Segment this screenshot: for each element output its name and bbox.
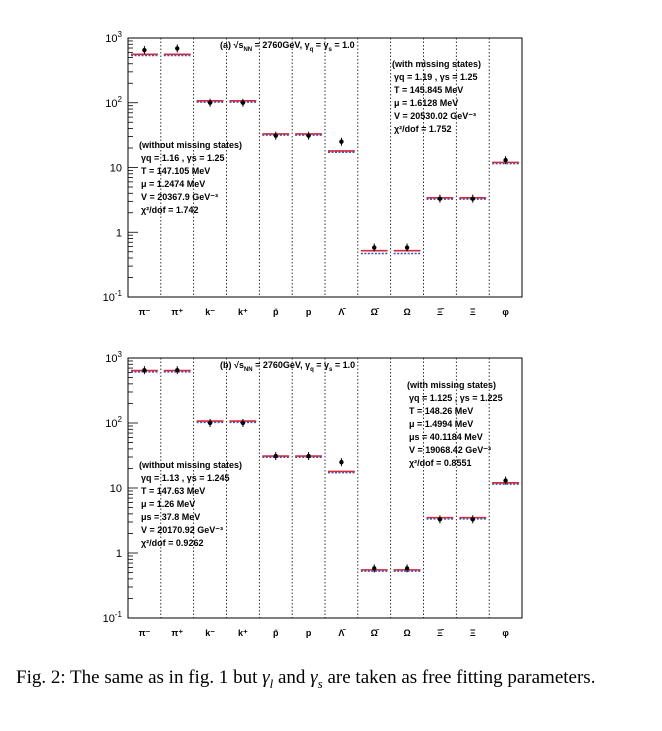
data-point [241,101,245,105]
data-point [503,478,507,482]
box-without-missing-states-line: V = 20170.92 GeV⁻³ [141,525,224,535]
x-tick-label: p̄ [273,628,279,638]
panel-a [103,30,522,317]
x-tick-label: k⁺ [238,307,248,317]
box-with-missing-states-line: V = 20530.02 GeV⁻³ [394,111,477,121]
data-point [471,517,475,521]
data-point [274,133,278,137]
y-tick-label: $10^{-1}$ [102,289,122,304]
x-tick-label: Ξ [469,628,476,638]
box-without-missing-states-heading: (without missing states) [139,460,243,470]
box-without-missing-states-line: γq = 1.13 , γs = 1.245 [141,473,230,483]
x-tick-label: Ξ [469,307,476,317]
box-without-missing-states-line: χ²/dof = 1.742 [141,205,199,215]
x-tick-label: Λ̄ [338,307,345,317]
data-point [438,517,442,521]
y-tick-label: 1 [115,227,122,240]
y-tick-label: $10^2$ [105,415,122,430]
panel-title: (a) $√s_{NN} = 2760GeV$, $\gamma_q = \gamma_s = 1.0$ [220,40,355,53]
x-tick-label: Ω [403,307,411,317]
data-point [208,421,212,425]
x-tick-label: Ω̄ [370,307,378,317]
x-tick-label: π⁺ [171,307,184,317]
x-tick-label: p [305,628,312,638]
box-without-missing-states-line: γq = 1.16 , γs = 1.25 [141,153,225,163]
box-with-missing-states [392,59,481,134]
y-tick-label: $10^3$ [105,30,122,45]
box-with-missing-states-line: γq = 1.19 , γs = 1.25 [394,72,478,82]
box-with-missing-states-heading: (with missing states) [392,59,482,69]
caption-gamma-s-sub: s [317,675,323,691]
box-with-missing-states-line: T = 148.26 MeV [409,406,474,416]
data-point [142,48,146,52]
x-tick-label: k⁻ [205,307,215,317]
x-tick-label: k⁻ [205,628,215,638]
data-point [175,46,179,50]
data-point [438,196,442,200]
box-with-missing-states-line: V = 19068.42 GeV⁻³ [409,445,492,455]
x-tick-label: Ξ̄ [437,628,443,638]
box-with-missing-states-line: μ = 1.6128 MeV [394,98,459,108]
caption-gamma-l-sub: l [269,675,274,691]
y-tick-label: 1 [115,548,122,560]
data-point [405,566,409,570]
x-tick-label: π⁻ [138,628,151,638]
data-point [339,460,343,464]
caption-gamma-l: γ [262,667,270,688]
box-without-missing-states-line: μs = 37.8 MeV [141,512,201,522]
x-tick-label: p̄ [273,307,279,317]
box-with-missing-states-line: μs = 40.1184 MeV [409,432,483,442]
caption-gamma-s: γ [310,667,318,688]
box-without-missing-states-line: μ = 1.26 MeV [141,499,196,509]
y-tick-label: $10^{-1}$ [102,610,122,625]
data-point [339,140,343,144]
y-tick-label: 10 [109,483,122,495]
y-tick-label: $10^2$ [105,94,122,110]
y-tick-label: 10 [109,162,122,175]
x-tick-label: φ [502,628,509,638]
data-point [503,158,507,162]
x-tick-label: k⁺ [238,628,248,638]
box-with-missing-states-line: χ²/dof = 0.8551 [409,458,472,468]
data-point [405,245,409,249]
box-with-missing-states-heading: (with missing states) [407,380,497,390]
box-with-missing-states-line: μ = 1.4994 MeV [409,419,474,429]
x-tick-label: Ω [403,628,411,638]
caption-middle: and [273,667,311,688]
box-without-missing-states-line: V = 20367.9 GeV⁻³ [141,192,219,202]
data-point [208,101,212,105]
panel-b [103,350,522,638]
x-tick-label: π⁺ [171,628,184,638]
data-point [274,454,278,458]
x-tick-label: π⁻ [138,307,151,317]
x-tick-label: Ω̄ [370,628,378,638]
box-with-missing-states [407,380,503,468]
box-without-missing-states-heading: (without missing states) [139,140,243,150]
x-tick-label: Λ̄ [338,628,345,638]
data-point [306,454,310,458]
box-with-missing-states-line: T = 145.845 MeV [394,85,464,95]
caption-prefix: Fig. 2: The same as in fig. 1 but [16,667,263,688]
box-without-missing-states-line: μ = 1.2474 MeV [141,179,206,189]
box-with-missing-states-line: γq = 1.125 , γs = 1.225 [409,393,503,403]
box-without-missing-states-line: T = 147.105 MeV [141,166,211,176]
data-point [241,421,245,425]
data-point [142,368,146,372]
data-point [471,196,475,200]
box-without-missing-states [139,460,242,548]
x-tick-label: φ [502,307,509,317]
panel-title: (b) $√s_{NN} = 2760GeV$, $\gamma_q = \gamma_s = 1.0$ [220,360,356,373]
x-tick-label: p [305,307,312,317]
figure-caption [16,664,646,697]
box-without-missing-states-line: T = 147.63 MeV [141,486,206,496]
y-tick-label: $10^3$ [105,350,122,365]
data-point [372,245,376,249]
box-with-missing-states-line: χ²/dof = 1.752 [394,124,452,134]
data-point [306,133,310,137]
data-point [372,566,376,570]
x-tick-label: Ξ̄ [437,307,443,317]
box-without-missing-states-line: χ²/dof = 0.9262 [141,538,204,548]
data-point [175,368,179,372]
caption-suffix: are taken as free fitting parameters. [322,667,596,688]
